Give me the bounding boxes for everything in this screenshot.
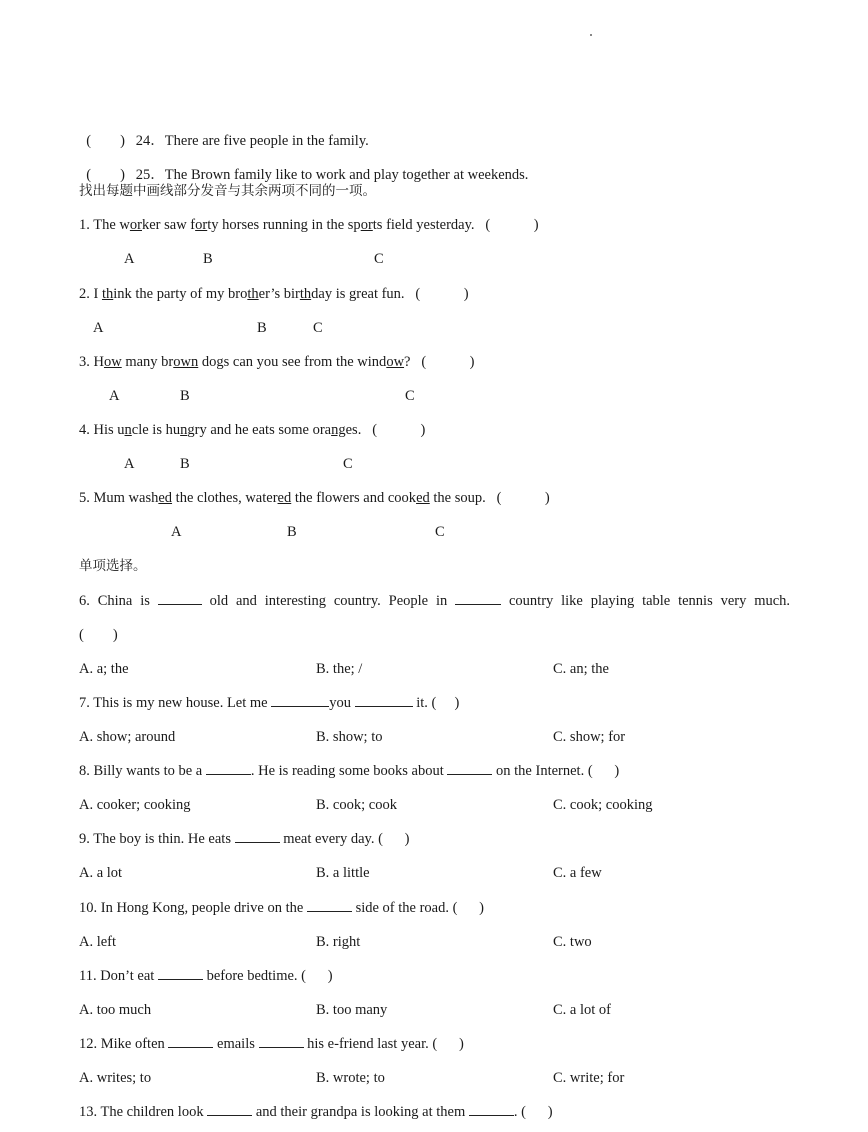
question-9: 9. The boy is thin. He eats meat every day. ( ) bbox=[79, 831, 410, 847]
option-letter-a: A bbox=[93, 320, 104, 336]
option-a: A. a; the bbox=[79, 661, 129, 677]
section-title-multiple-choice: 单项选择。 bbox=[79, 558, 147, 574]
option-b: B. show; to bbox=[316, 729, 383, 745]
option-b: B. right bbox=[316, 934, 361, 950]
answer-paren: ( ) bbox=[79, 627, 118, 643]
option-b: B. cook; cook bbox=[316, 797, 397, 813]
option-b: B. a little bbox=[316, 865, 370, 881]
question-13: 13. The children look and their grandpa is looking at them . ( ) bbox=[79, 1104, 553, 1120]
option-a: A. a lot bbox=[79, 865, 123, 881]
option-c: C. a lot of bbox=[553, 1002, 611, 1018]
option-b: B. the; / bbox=[316, 661, 363, 677]
option-a: A. left bbox=[79, 934, 117, 950]
option-b: B. wrote; to bbox=[316, 1070, 385, 1086]
answer-blank[interactable] bbox=[259, 1035, 304, 1048]
option-letter-b: B bbox=[257, 320, 267, 336]
option-letter-a: A bbox=[124, 456, 135, 472]
question-12: 12. Mike often emails his e-friend last year. ( ) bbox=[79, 1036, 464, 1052]
question-7: 7. This is my new house. Let me you it. ( ) bbox=[79, 695, 460, 711]
phonetics-question-2: 2. I think the party of my brother’s birthday is great fun. ( ) bbox=[79, 286, 469, 302]
answer-blank[interactable] bbox=[455, 592, 501, 605]
option-c: C. show; for bbox=[553, 729, 626, 745]
option-letter-c: C bbox=[374, 251, 384, 267]
answer-blank[interactable] bbox=[469, 1103, 514, 1116]
answer-blank[interactable] bbox=[207, 1103, 252, 1116]
answer-blank[interactable] bbox=[307, 899, 352, 912]
option-a: A. writes; to bbox=[79, 1070, 152, 1086]
corner-dot bbox=[590, 34, 592, 36]
answer-blank[interactable] bbox=[447, 762, 492, 775]
item-text: 24．There are five people in the family. bbox=[135, 133, 369, 149]
answer-paren: ( ) bbox=[86, 133, 125, 149]
option-c: C. write; for bbox=[553, 1070, 625, 1086]
answer-blank[interactable] bbox=[158, 592, 202, 605]
option-letter-a: A bbox=[124, 251, 135, 267]
option-c: C. two bbox=[553, 934, 592, 950]
answer-blank[interactable] bbox=[235, 830, 280, 843]
phonetics-question-5: 5. Mum washed the clothes, watered the flowers and cooked the soup. ( ) bbox=[79, 490, 550, 506]
answer-blank[interactable] bbox=[355, 694, 413, 707]
item-text: 25．The Brown family like to work and play together at weekends. bbox=[135, 167, 529, 183]
answer-paren: ( ) bbox=[86, 167, 125, 183]
phonetics-question-3: 3. How many brown dogs can you see from the window? ( ) bbox=[79, 354, 475, 370]
option-b: B. too many bbox=[316, 1002, 388, 1018]
answer-blank[interactable] bbox=[271, 694, 329, 707]
phonetics-question-1: 1. The worker saw forty horses running in the sports field yesterday. ( ) bbox=[79, 217, 539, 233]
option-c: C. an; the bbox=[553, 661, 609, 677]
question-11: 11. Don’t eat before bedtime. ( ) bbox=[79, 968, 333, 984]
option-a: A. too much bbox=[79, 1002, 152, 1018]
answer-blank[interactable] bbox=[158, 967, 203, 980]
answer-blank[interactable] bbox=[206, 762, 251, 775]
tf-item-25 bbox=[79, 148, 528, 184]
option-c: C. a few bbox=[553, 865, 602, 881]
option-letter-c: C bbox=[343, 456, 353, 472]
option-letter-a: A bbox=[171, 524, 182, 540]
option-c: C. cook; cooking bbox=[553, 797, 653, 813]
section-title-pronunciation: 找出每题中画线部分发音与其余两项不同的一项。 bbox=[79, 183, 376, 199]
option-letter-b: B bbox=[180, 456, 190, 472]
option-letter-b: B bbox=[180, 388, 190, 404]
option-a: A. cooker; cooking bbox=[79, 797, 191, 813]
answer-blank[interactable] bbox=[168, 1035, 213, 1048]
option-letter-a: A bbox=[109, 388, 120, 404]
question-8: 8. Billy wants to be a . He is reading some books about on the Internet. ( ) bbox=[79, 763, 620, 779]
question-6: 6. China is old and interesting country. People in country like playing table tennis very much. bbox=[79, 593, 791, 609]
option-letter-c: C bbox=[435, 524, 445, 540]
option-a: A. show; around bbox=[79, 729, 176, 745]
option-letter-b: B bbox=[287, 524, 297, 540]
option-letter-b: B bbox=[203, 251, 213, 267]
phonetics-question-4: 4. His uncle is hungry and he eats some oranges. ( ) bbox=[79, 422, 426, 438]
option-letter-c: C bbox=[405, 388, 415, 404]
question-10: 10. In Hong Kong, people drive on the side of the road. ( ) bbox=[79, 900, 485, 916]
tf-item-24 bbox=[79, 114, 369, 150]
option-letter-c: C bbox=[313, 320, 323, 336]
